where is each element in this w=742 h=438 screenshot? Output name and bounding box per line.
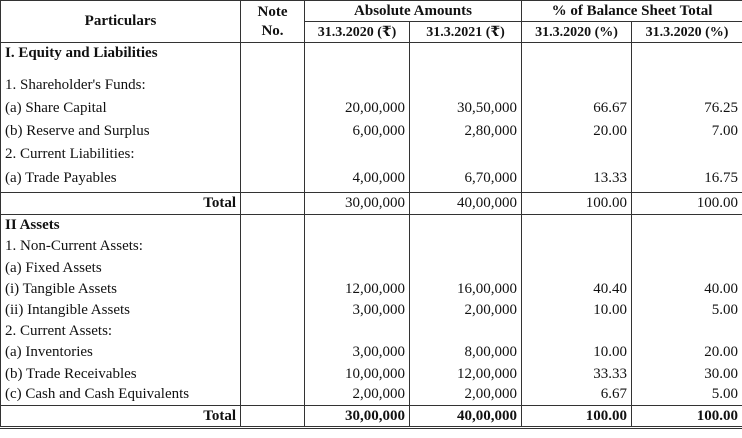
table-row (1, 120, 742, 143)
abs-2020-value: 2,00,000 (305, 385, 410, 406)
subsection-label: 2. Current Assets: (1, 321, 241, 342)
abs-2020-value: 3,00,000 (305, 342, 410, 364)
header-particulars: Particulars (1, 1, 241, 43)
section-assets-title-row (1, 215, 742, 236)
row-label: (i) Tangible Assets (1, 279, 241, 300)
abs-2020-value: 10,00,000 (305, 364, 410, 385)
subsection-row (1, 258, 742, 279)
subsection-label: (a) Fixed Assets (1, 258, 241, 279)
pct-2020-value: 10.00 (522, 342, 632, 364)
subsection-label: 1. Shareholder's Funds: (1, 75, 241, 97)
header-pct-2020: 31.3.2020 (%) (522, 22, 632, 43)
table-row (1, 342, 742, 364)
abs-2021-value: 16,00,000 (410, 279, 522, 300)
row-label: (a) Trade Payables (1, 166, 241, 193)
subsection-row (1, 143, 742, 166)
row-label: (c) Cash and Cash Equivalents (1, 385, 241, 406)
header-abs-2020: 31.3.2020 (₹) (305, 22, 410, 43)
abs-2021-value: 12,00,000 (410, 364, 522, 385)
pct-2021-value: 30.00 (632, 364, 742, 385)
pct-2020-total: 100.00 (522, 406, 632, 428)
abs-2020-value: 3,00,000 (305, 300, 410, 321)
subsection-row (1, 236, 742, 258)
pct-2021-value: 7.00 (632, 120, 742, 143)
pct-2021-total: 100.00 (632, 406, 742, 428)
subsection-label: 2. Current Liabilities: (1, 143, 241, 166)
abs-2021-value: 2,00,000 (410, 300, 522, 321)
table-row (1, 166, 742, 193)
subsection-label: 1. Non-Current Assets: (1, 236, 241, 258)
abs-2021-value: 2,00,000 (410, 385, 522, 406)
total-row (1, 193, 742, 215)
pct-2021-value: 5.00 (632, 300, 742, 321)
pct-2021-value: 5.00 (632, 385, 742, 406)
row-label: (a) Share Capital (1, 97, 241, 120)
pct-2020-value: 33.33 (522, 364, 632, 385)
pct-2021-value: 40.00 (632, 279, 742, 300)
abs-2020-total: 30,00,000 (305, 193, 410, 215)
row-label: (b) Reserve and Surplus (1, 120, 241, 143)
abs-2020-value: 12,00,000 (305, 279, 410, 300)
row-label: (ii) Intangible Assets (1, 300, 241, 321)
table-row (1, 97, 742, 120)
pct-2020-value: 6.67 (522, 385, 632, 406)
abs-2021-value: 2,80,000 (410, 120, 522, 143)
total-row (1, 406, 742, 428)
section-title: II Assets (1, 215, 241, 236)
pct-2021-total: 100.00 (632, 193, 742, 215)
pct-2020-value: 20.00 (522, 120, 632, 143)
pct-2020-value: 13.33 (522, 166, 632, 193)
header-percent-total: % of Balance Sheet Total (522, 1, 742, 22)
pct-2020-value: 10.00 (522, 300, 632, 321)
section-equity-liabilities-title-row (1, 43, 742, 65)
abs-2020-value: 20,00,000 (305, 97, 410, 120)
table-row (1, 385, 742, 406)
abs-2021-total: 40,00,000 (410, 193, 522, 215)
row-label: (b) Trade Receivables (1, 364, 241, 385)
subsection-row (1, 321, 742, 342)
pct-2021-value: 76.25 (632, 97, 742, 120)
abs-2021-value: 6,70,000 (410, 166, 522, 193)
abs-2020-total: 30,00,000 (305, 406, 410, 428)
header-abs-2021: 31.3.2021 (₹) (410, 22, 522, 43)
abs-2021-total: 40,00,000 (410, 406, 522, 428)
header-note-no: Note No. (241, 1, 305, 43)
abs-2020-value: 4,00,000 (305, 166, 410, 193)
row-label: (a) Inventories (1, 342, 241, 364)
abs-2020-value: 6,00,000 (305, 120, 410, 143)
pct-2020-value: 66.67 (522, 97, 632, 120)
total-label: Total (1, 193, 241, 215)
total-label: Total (1, 406, 241, 428)
pct-2020-value: 40.40 (522, 279, 632, 300)
pct-2020-total: 100.00 (522, 193, 632, 215)
table-row (1, 279, 742, 300)
header-row-1 (1, 1, 742, 22)
table-row (1, 300, 742, 321)
pct-2021-value: 20.00 (632, 342, 742, 364)
header-absolute-amounts: Absolute Amounts (305, 1, 522, 22)
abs-2021-value: 8,00,000 (410, 342, 522, 364)
abs-2021-value: 30,50,000 (410, 97, 522, 120)
pct-2021-value: 16.75 (632, 166, 742, 193)
subsection-row (1, 75, 742, 97)
header-pct-2021: 31.3.2020 (%) (632, 22, 742, 43)
table-row (1, 364, 742, 385)
section-title: I. Equity and Liabilities (1, 43, 241, 65)
